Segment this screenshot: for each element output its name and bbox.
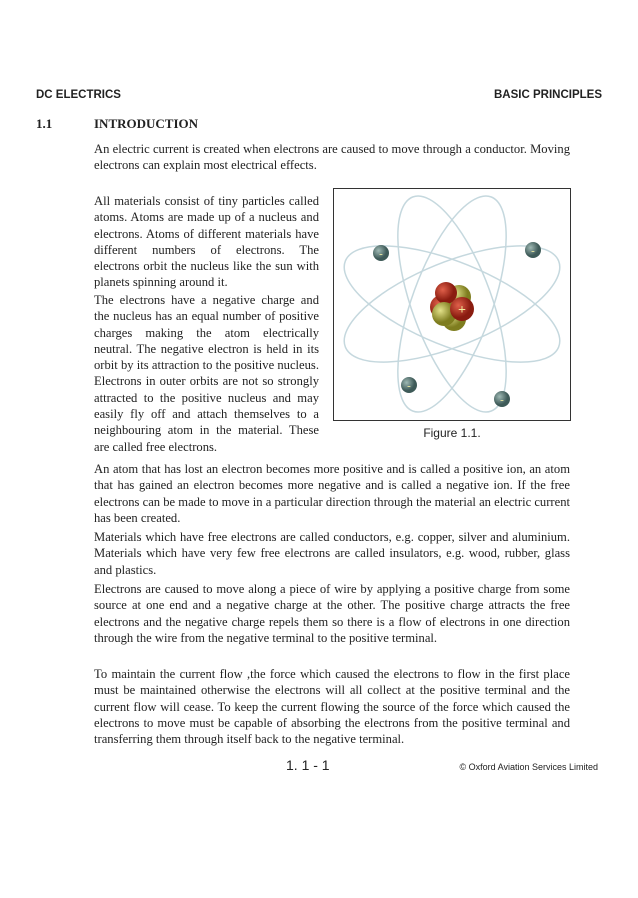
- atom-diagram: [334, 189, 570, 420]
- electron-sign: -: [379, 248, 383, 260]
- figure-caption: Figure 1.1.: [423, 426, 481, 440]
- paragraph-flow: Electrons are caused to move along a piece of wire by applying a positive charge from some source at one end and a negative charge at the other. The positive charge attracts the free electrons and the negative charge repels them so there is a flow of electrons in one direction through the wire from the negative terminal to the positive terminal.: [94, 582, 570, 645]
- copyright: © Oxford Aviation Services Limited: [459, 762, 598, 772]
- electron-sign: -: [531, 245, 535, 257]
- paragraph-ions: An atom that has lost an electron becomes more positive and is called a positive ion, an atom that has gained an electron becomes more negative and is called a negative ion. If the free electrons can be made to move in a particular direction through the material an electric current has been created.: [94, 462, 570, 525]
- paragraph-maintain: To maintain the current flow ,the force which caused the electrons to flow in the first place must be maintained otherwise the electrons will all collect at the positive terminal and the current flow will cease. To keep the current flowing the source of the force which caused the electrons to move must be capable of absorbing the electrons from the positive terminal and transferring them through itself back to the negative terminal.: [94, 667, 570, 747]
- electron-sign: -: [407, 380, 411, 392]
- section-title: INTRODUCTION: [94, 116, 199, 131]
- paragraph-conductors: Materials which have free electrons are called conductors, e.g. copper, silver and aluminium. Materials which have very few free electrons are called insulators, e.g. wood, rubber, glass and plastics.: [94, 530, 570, 577]
- nucleus: [430, 282, 474, 331]
- electron-sign: -: [500, 394, 504, 406]
- section-number: 1.1: [36, 116, 53, 131]
- paragraph-intro: An electric current is created when electrons are caused to move through a conductor. Moving electrons can explain most electrical effects.: [94, 142, 570, 173]
- header-right: BASIC PRINCIPLES: [494, 89, 602, 101]
- page-number: 1. 1 - 1: [286, 757, 330, 773]
- proton-sign: +: [458, 303, 466, 318]
- paragraph-charge: The electrons have a negative charge and the nucleus has an equal number of positive charges making the atom electrically neutral. The negative electron is held in its orbit by its attraction to the positive nucleus. Electrons in outer orbits are not so strongly attracted to the positive nucleus and may easily fly off and attach themselves to a neighbouring atom in the material. These are called free electrons.: [94, 293, 319, 454]
- atom-figure: [333, 188, 571, 421]
- paragraph-atoms: All materials consist of tiny particles called atoms. Atoms are made up of a nucleus and electrons. Atoms of different materials have different numbers of electrons. The electrons orbit the nucleus like the sun with planets spinning around it.: [94, 194, 319, 290]
- header-left: DC ELECTRICS: [36, 89, 121, 101]
